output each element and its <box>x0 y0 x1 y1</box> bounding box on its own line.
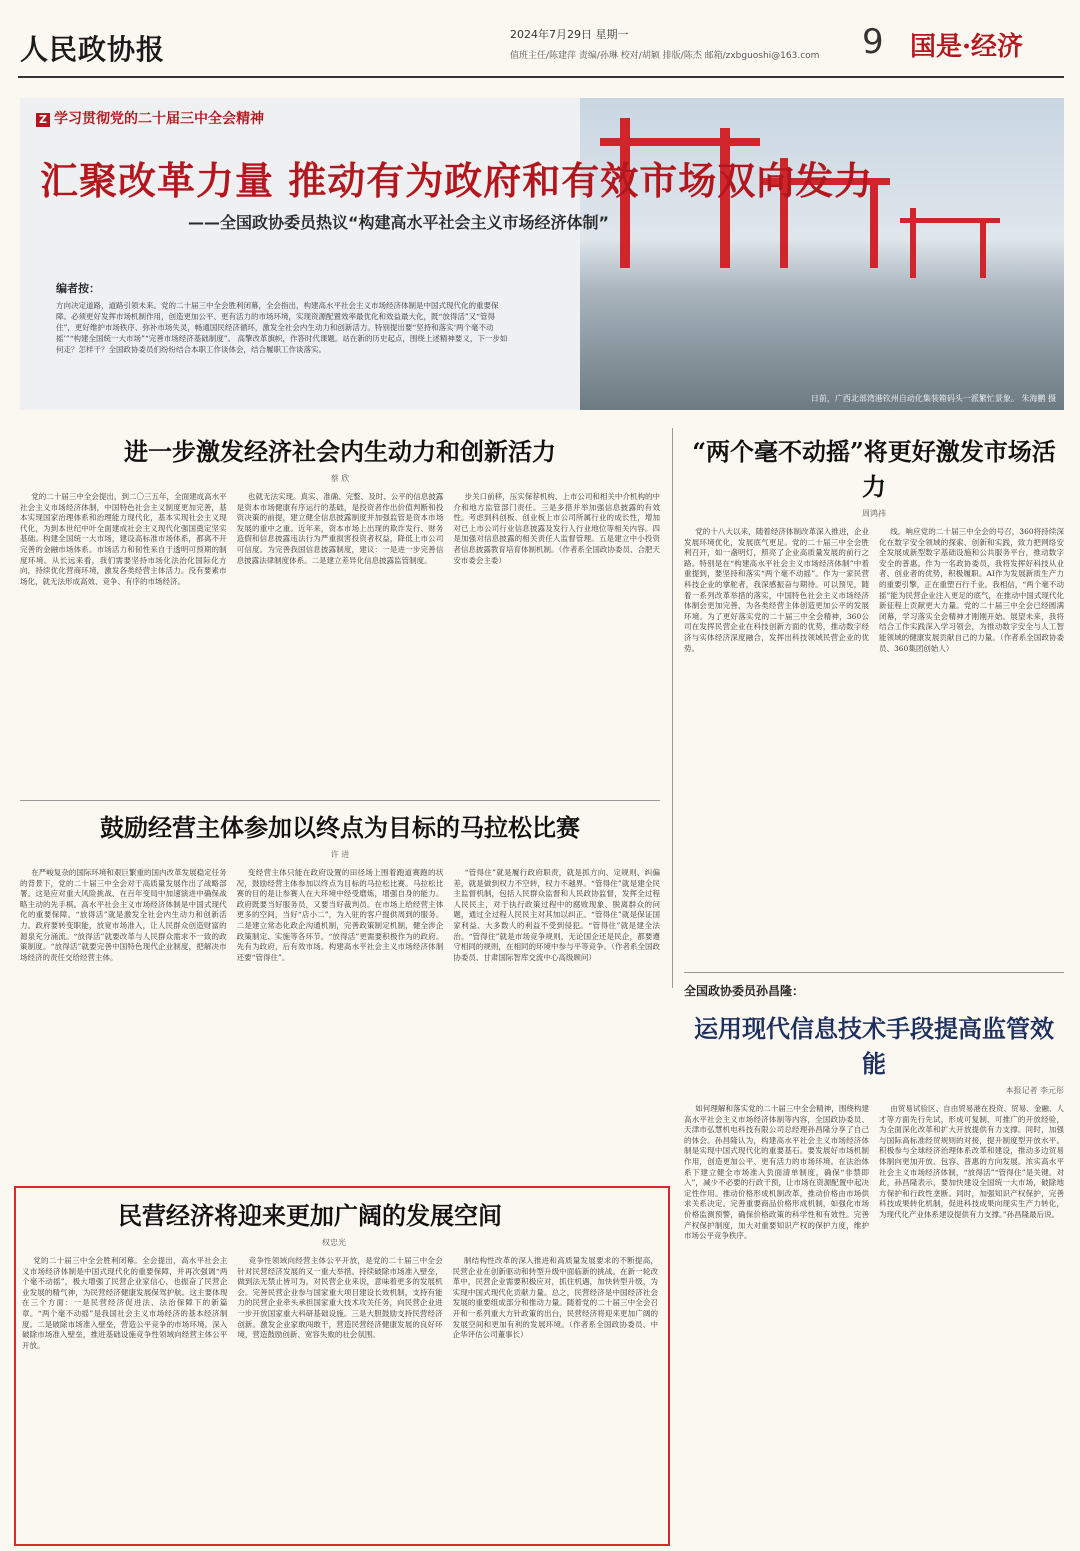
paragraph: 由贸易试验区、自由贸易港在投资、贸易、金融、人才等方面先行先试，形成可复制、可推广的开放经验，为全面深化改革和扩大开放提供有力支撑。同时，加强与国际高标准经贸规则的对接，提升制度型开放水平。积极参与全球经济治理体系改革和建设，推动多边贸易体制向更加开放、包容、普惠的方向发展。浓实高水平社会主义市场经济体制，“放得活”“管得住”是关键。对此，孙昌隆表示，要加快建设全国统一大市场，破除地方保护和行政性垄断。同时，加强知识产权保护，完善科技成果转化机制，促进科技成果向现实生产力转化，为现代化产业体系建设提供有力支撑。”孙昌隆最后说。 <box>879 1104 1064 1219</box>
article-innovation <box>20 432 660 794</box>
article-byline: 蔡 欣 <box>330 474 350 483</box>
article-byline: 本报记者 李元彤 <box>1005 1086 1064 1095</box>
article-column <box>453 1256 658 1544</box>
article-column <box>684 1104 869 1551</box>
article-byline: 权忠光 <box>322 1238 346 1247</box>
issue-date: 2024年7月29日 星期一 <box>510 28 629 41</box>
article-column <box>22 1256 227 1544</box>
column-divider <box>672 428 673 988</box>
article-kicker: 全国政协委员孙昌隆： <box>684 984 805 998</box>
hero-headline: 汇聚改革力量 推动有为政府和有效市场双向发力 <box>40 159 874 203</box>
article-column <box>237 492 444 792</box>
paragraph: 党的二十届三中全会胜利闭幕。全会提出，高水平社会主义市场经济体制是中国式现代化的重要保障，并再次强调“两个毫不动摇”，极大增强了民营企业家信心，也振奋了民营企业发展的精气神，为民营经济健康发展保驾护航。这主要体现在三个方面：一是民营经济促进法、法治保障下的新篇章。“两个毫不动摇”是我国社会主义市场经济的基本经济制度。二是破除市场准入壁垒，营造公平竞争的市场环境。深入破除市场准入壁垒，推进基础设施竞争性领域向经营主体公平开放。 <box>22 1256 228 1350</box>
paragraph: 变经营主体只能在政府设置的田径场上围着跑道赛跑的状况，鼓励经营主体参加以终点为目标的马拉松比赛。马拉松比赛的目的是让参赛人在大环境中经受磨炼，增强自身的能力。政府既要当好服务员，又要当好裁判员。在市场上给经营主体更多的空间，当好“店小二”，为入驻的客户提供周到的服务。二是建立常态化政企沟通机制，完善政策制定机制，健全涉企政策制定、实施等各环节。“放得活”更需要积极作为的政府。先有为政府，后有效市场。构建高水平社会主义市场经济体制还要“管得住”。 <box>236 868 444 962</box>
row-divider <box>20 800 660 801</box>
paragraph: 党的二十届三中全会提出，到二〇三五年，全面建成高水平社会主义市场经济体制，中国特色社会主义制度更加完善，基本实现国家治理体系和治理能力现代化，基本实现社会主义现代化，为到本世纪中叶全面建成社会主义现代化强国奠定坚实基础。构建全国统一大市场，建设高标准市场体系，都离不开完善的金融市场体系。市场活力和韧性来自于透明可预期的制度环境。从长远来看，我们需要坚持市场化法治化国际化方向，持续优化营商环境，激发各类经营主体活力。没有要素市场化，就无法形成高效、竞争、有序的市场经济。 <box>20 492 227 586</box>
article-title: 民营经济将迎来更加广阔的发展空间 <box>118 1201 502 1230</box>
port-photo <box>580 98 1064 410</box>
article-title: 鼓励经营主体参加以终点为目标的马拉松比赛 <box>100 813 580 842</box>
crane-shape <box>600 138 760 146</box>
paragraph: 线。响应党的二十届三中全会的号召，360将持续深化在数字安全领域的探索、创新和实践，致力把网络安全发展成新型数字基础设施和公共服务平台，推动数字安全的普惠。作为一名政协委员，我将发挥好科技从业者、创业者的优势，积极履职。AI作为发展新质生产力的重要引擎，正在重塑百行千业。我相信，“两个毫不动摇”能为民营企业注入更足的底气，在推动中国式现代化新征程上贡献更大力量。党的二十届三中全会已经圆满闭幕，学习落实全会精神才刚刚开始。展望未来，我将结合工作实践深入学习领会，为推动数字安全与人工智能领域的健康发展贡献自己的力量。（作者系全国政协委员、360集团创始人） <box>879 527 1064 653</box>
article-column <box>237 1256 442 1544</box>
article-two-unwavering <box>684 432 1064 960</box>
article-title: “两个毫不动摇”将更好激发市场活力 <box>692 437 1056 501</box>
staff-credits: 值班主任/陈建萍 责编/孙琳 校对/胡颖 排版/陈杰 邮箱/zxbguoshi@163.com <box>510 51 820 61</box>
masthead-rule <box>18 76 1064 78</box>
article-column <box>879 527 1064 997</box>
hero-feature <box>20 98 1064 410</box>
paragraph: 如何理解和落实党的二十届三中全会精神，围绕构建高水平社会主义市场经济体制等内容，全国政协委员、天津市弘慧机电科技有限公司总经理孙昌隆分享了自己的体会。孙昌隆认为，构建高水平社会主义市场经济体制是实现中国式现代化的重要基石。要发展好市场机制作用，创造更加公平、更有活力的市场环境。在法治体系下建立健全市场准入负面清单制度，确保“非禁即入”，减少不必要的行政干预，让市场在资源配置中起决定性作用。推动价格形成机制改革，推动价格由市场供求关系决定。完善重要商品价格形成机制，如强化市场价格监测预警，确保价格政策的科学性和有效性。完善产权保护制度，加大对重要知识产权的保护力度，维护市场公平竞争秩序。 <box>684 1104 869 1241</box>
article-column <box>453 868 660 1168</box>
paragraph: 党的十八大以来，随着经济体制改革深入推进，企业发展环境优化，发展底气更足。党的二十届三中全会胜利召开，如一盏明灯，照亮了企业高质量发展的前行之路。特别是在“构建高水平社会主义市场经济体制”中着重提到，要坚持和落实“两个毫不动摇”。作为一家民营科技企业的掌舵者，我深感振奋与期待。可以预见，随着一系列改革举措的落实，中国特色社会主义市场经济体制会更加完善，为各类经营主体创造更加公平的发展环境。为了更好落实党的二十届三中全会精神，360公司在发挥民营企业在科技创新方面的优势，推动数字经济与实体经济深度融合，发挥出科技领域民营企业的优势。 <box>684 527 869 653</box>
article-title: 运用现代信息技术手段提高监管效能 <box>694 1014 1054 1078</box>
series-tag-badge: Z <box>36 113 50 127</box>
paragraph: 制结构性改革的深入推进和高质量发展要求的不断提高，民营企业在创新驱动和转型升级中面临新的挑战。在新一轮改革中，民营企业需要积极应对，抓住机遇，加快转型升级，为实现中国式现代化贡献力量。总之，民营经济是中国经济社会发展的重要组成部分和推动力量。随着党的二十届三中全会召开和一系列重大方针政策的出台，民营经济将迎来更加广阔的发展空间和更加有利的发展环境。（作者系全国政协委员、中企华评估公司董事长） <box>452 1256 658 1340</box>
paragraph: 也就无法实现。真实、准确、完整、及时、公平的信息披露是资本市场健康有序运行的基础，是投资者作出价值判断和投资决策的前提，建立健全信息披露制度并加强监管是资本市场发展的重中之重。近年来，资本市场上出现的欺诈发行、财务造假和信息披露违法行为严重损害投资者权益，降低上市公司可信度。为完善我国信息披露制度，建议：一是进一步完善信息披露法律制度体系。二是建立差异化信息披露监管制度。 <box>236 492 444 565</box>
paragraph: 步关口前移，压实保荐机构、上市公司和相关中介机构的中介和地方监管部门责任。三是多措并举加强信息披露的有效性。考虑到科创板、创业板上市公司所属行业的成长性，增加对已上市公司行业信息披露及发行人行业地位等相关内容。四是加强对信息披露的相关责任人监督管理。五是建立中小投资者信息披露教育培育体制机制。（作者系全国政协委员、合肥天安市委会主委） <box>453 492 661 565</box>
newspaper-logo: 人民政协报 <box>20 33 166 66</box>
page-number: 9 <box>862 22 884 62</box>
article-column <box>20 868 227 1168</box>
series-tag-text: 学习贯彻党的二十届三中全会精神 <box>54 111 264 127</box>
article-byline: 周鸿祎 <box>862 509 886 518</box>
article-title: 进一步激发经济社会内生动力和创新活力 <box>124 437 556 466</box>
article-private-economy <box>22 1196 658 1536</box>
paragraph: 在严峻复杂的国际环境和艰巨繁重的国内改革发展稳定任务的背景下，党的二十届三中全会对于高质量发展作出了战略部署。这是应对重大风险挑战、在百年变局中加速演进中确保战略主动的先手棋。高水平社会主义市场经济体制是中国式现代化的重要保障。“放得活”就是激发全社会内生动力和创新活力。政府要转变职能，放宽市场准入，让人民群众创造财富的源泉充分涌流。“放得活”就要改革与人民群众需求不一致的政策制度。“放得活”就要完善中国特色现代企业制度，把解决市场经济的责任交给经营主体。 <box>20 868 227 962</box>
article-byline: 许 进 <box>330 850 350 859</box>
editor-note-label: 编者按： <box>56 282 100 295</box>
article-column <box>453 492 660 792</box>
article-marathon <box>20 808 660 1160</box>
masthead <box>0 0 1080 78</box>
paragraph: 竞争性领域向经营主体公平开放，是党的二十届三中全会针对民营经济发展的又一重大举措。持续破除市场准入壁垒，做到法无禁止皆可为，对民营企业来说，意味着更多的发展机会。完善民营企业参与国家重大项目建设长效机制，支持有能力的民营企业牵头承担国家重大技术攻关任务，向民营企业进一步开放国家重大科研基础设施。三是大胆鼓励支持民营经济创新。激发企业家敢闯敢干，营造民营经济健康发展的良好环境，营造鼓励创新、宽容失败的社会氛围。 <box>237 1256 443 1340</box>
hero-subheadline: ——全国政协委员热议“构建高水平社会主义市场经济体制” <box>188 213 610 232</box>
paragraph: “管得住”就是履行政府职责，就是抓方向、定规则、纠偏差，就是做到权力不空转，权力不越界。“管得住”就是建全民主监督机制，包括人民群众监督和人民政协监督，发挥全过程人民民主，对于执行政策过程中的腐败现象、脱离群众的问题，通过全过程人民民主对其加以纠正。“管得住”就是保证国家利益、大多数人的利益不受到侵犯。“管得住”就是建全法治。“管得住”就是市场竞争规则，无论国企还是民企，都要遵守相同的规则，在相同的环境中参与平等竞争。（作者系全国政协委员、甘肃国际智库交流中心高级顾问） <box>453 868 661 962</box>
article-column <box>20 492 227 792</box>
crane-shape <box>980 218 986 278</box>
photo-caption: 日前，广西北部湾港钦州自动化集装箱码头一派繁忙景象。 朱海鹏 摄 <box>810 394 1056 403</box>
article-column <box>684 527 869 997</box>
row-divider <box>684 972 1064 973</box>
editor-note-text: 方向决定道路，道路引领未来。党的二十届三中全会胜利闭幕，全会指出，构建高水平社会主义市场经济体制是中国式现代化的重要保障。必须更好发挥市场机制作用，创造更加公平、更有活力的市场环境，实现资源配置效率最优化和效益最大化，既“放得活”又“管得住”，更好维护市场秩序、弥补市场失灵，畅通国民经济循环，激发全社会内生动力和创新活力。特别提出要“坚持和落实‘两个毫不动摇’”“构建全国统一大市场”“完善市场经济基础制度”。 高擎改革旗帜，作答时代课题。站在新的历史起点，围绕上述精神要义，下一步如何走？怎样干？全国政协委员们纷纷结合本职工作谈体会，结合履职工作谈落实。 <box>56 301 508 354</box>
article-column <box>237 868 444 1168</box>
editor-note <box>56 280 510 398</box>
article-supervision <box>684 982 1064 1542</box>
section-title: 国是·经济 <box>910 32 1024 62</box>
article-column <box>879 1104 1064 1551</box>
series-tag <box>36 108 264 128</box>
